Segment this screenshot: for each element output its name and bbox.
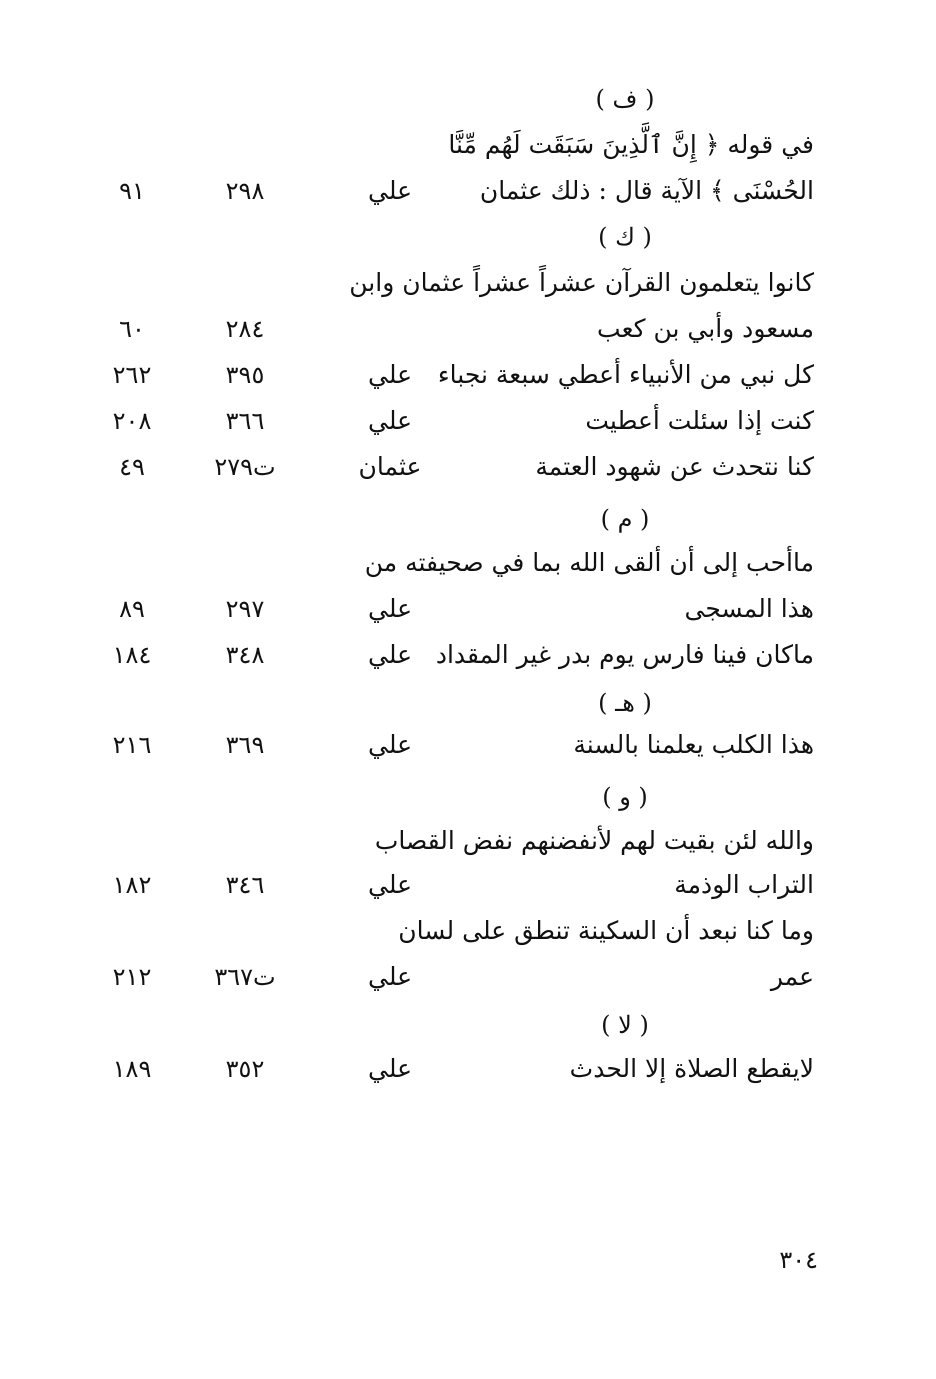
index-entry	[0, 444, 936, 490]
entry-text: كل نبي من الأنبياء أعطي سبعة نجباء	[437, 360, 814, 389]
entry-number: ٢٠٨	[112, 407, 152, 435]
index-entry	[0, 168, 936, 214]
index-entry	[0, 632, 936, 678]
letter-heading	[0, 76, 936, 122]
index-entry	[0, 122, 936, 168]
entry-text: هذا المسجى	[684, 594, 814, 623]
index-entry	[0, 818, 936, 864]
entry-number: ٤٩	[119, 453, 145, 481]
letter-heading-label: ( ك )	[598, 223, 652, 251]
index-entry	[0, 586, 936, 632]
index-entry	[0, 722, 936, 768]
entry-page: ٣٦٩	[225, 731, 265, 759]
entry-narrator: علي	[367, 870, 413, 899]
entry-page: ٣٥٢	[225, 1055, 265, 1083]
entry-text: كنا نتحدث عن شهود العتمة	[535, 452, 814, 481]
entry-page: ٢٨٤	[225, 315, 265, 343]
letter-heading-label: ( م )	[600, 505, 650, 533]
letter-heading	[0, 496, 936, 542]
letter-heading-label: ( و )	[602, 783, 648, 811]
entry-page: ت٣٦٧	[214, 963, 276, 991]
entry-text: الحُسْنَى ﴾ الآية قال : ذلك عثمان	[479, 176, 814, 205]
index-entry	[0, 862, 936, 908]
entry-number: ١٨٩	[112, 1055, 152, 1083]
entry-narrator: علي	[367, 360, 413, 389]
entry-number: ٦٠	[119, 315, 145, 343]
letter-heading-label: ( هـ )	[598, 689, 652, 717]
entry-text: كانوا يتعلمون القرآن عشراً عشراً عثمان وابن	[349, 268, 814, 297]
entry-page: ٣٦٦	[225, 407, 265, 435]
index-entry	[0, 306, 936, 352]
entry-page: ت٢٧٩	[214, 453, 276, 481]
entry-page: ٣٤٦	[225, 871, 265, 899]
entry-page: ٣٩٥	[225, 361, 265, 389]
index-entry	[0, 540, 936, 586]
letter-heading-label: ( لا )	[601, 1011, 649, 1039]
entry-narrator: علي	[367, 406, 413, 435]
letter-heading	[0, 680, 936, 726]
entry-text: كنت إذا سئلت أعطيت	[585, 406, 814, 435]
entry-number: ٨٩	[119, 595, 145, 623]
entry-page: ٢٩٧	[225, 595, 265, 623]
index-entry	[0, 1046, 936, 1092]
entry-text: هذا الكلب يعلمنا بالسنة	[573, 730, 814, 759]
letter-heading	[0, 774, 936, 820]
entry-text: ماأحب إلى أن ألقى الله بما في صحيفته من	[364, 548, 814, 577]
page-number: ٣٠٤	[779, 1246, 818, 1274]
entry-narrator: علي	[367, 962, 413, 991]
entry-narrator: علي	[367, 730, 413, 759]
entry-text: التراب الوذمة	[674, 870, 814, 899]
entry-text: مسعود وأبي بن كعب	[597, 314, 814, 343]
entry-narrator: علي	[367, 1054, 413, 1083]
entry-number: ٢١٢	[112, 963, 152, 991]
entry-narrator: عثمان	[358, 452, 422, 481]
entry-text: ماكان فينا فارس يوم بدر غير المقداد	[435, 640, 814, 669]
entry-number: ١٨٢	[112, 871, 152, 899]
entry-text: وما كنا نبعد أن السكينة تنطق على لسان	[398, 916, 814, 945]
entry-number: ٩١	[119, 177, 145, 205]
entry-narrator: علي	[367, 640, 413, 669]
letter-heading	[0, 1002, 936, 1048]
index-entry	[0, 398, 936, 444]
index-entry	[0, 908, 936, 954]
letter-heading	[0, 214, 936, 260]
entry-narrator: علي	[367, 176, 413, 205]
entry-number: ٢٦٢	[112, 361, 152, 389]
entry-number: ١٨٤	[112, 641, 152, 669]
index-entry	[0, 260, 936, 306]
entry-number: ٢١٦	[112, 731, 152, 759]
letter-heading-label: ( ف )	[595, 85, 655, 113]
entry-page: ٢٩٨	[225, 177, 265, 205]
index-entry	[0, 954, 936, 1000]
entry-text: والله لئن بقيت لهم لأنفضنهم نفض القصاب	[374, 826, 814, 855]
entry-text: لايقطع الصلاة إلا الحدث	[569, 1054, 814, 1083]
entry-text: في قوله ﴿ إِنَّ ٱلَّذِينَ سَبَقَت لَهُم مِّنَّا	[448, 130, 814, 159]
index-entry	[0, 352, 936, 398]
entry-page: ٣٤٨	[225, 641, 265, 669]
entry-text: عمر	[770, 962, 814, 991]
entry-narrator: علي	[367, 594, 413, 623]
